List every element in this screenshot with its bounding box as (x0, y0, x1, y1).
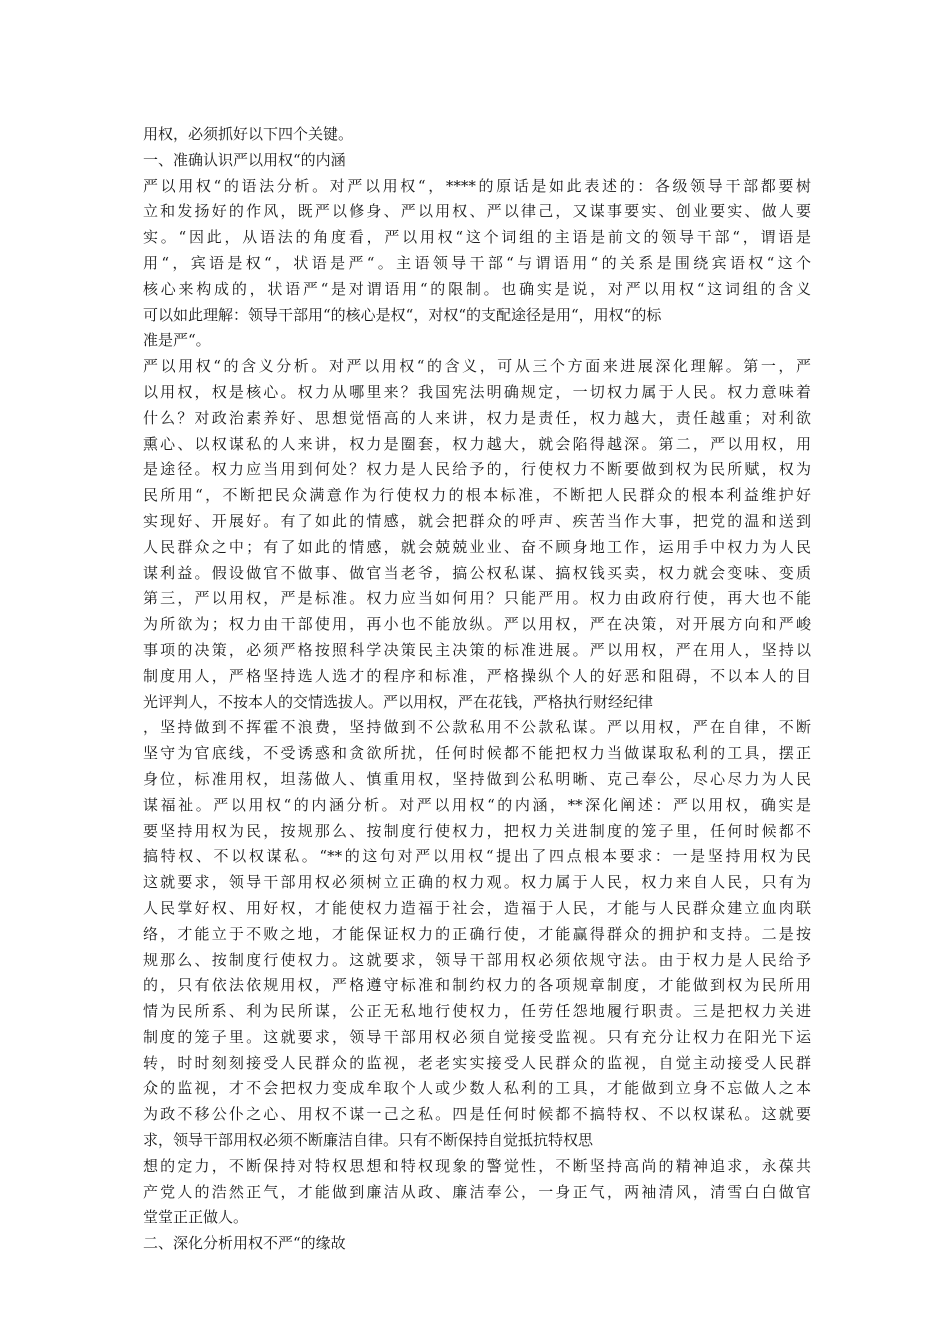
paragraph-line: 是途径。权力应当用到何处？权力是人民给予的，行使权力不断要做到权为民所赋，权为 (143, 460, 811, 479)
paragraph-line: 可以如此理解：领导干部用“的核心是权“，对权“的支配途径是用“，用权“的标 (143, 305, 662, 324)
paragraph-line: 搞特权、不以权谋私。“**的这句对严以用权“提出了四点根本要求：一是坚持用权为民 (143, 847, 811, 866)
paragraph-line: 民所用“，不断把民众满意作为行使权力的根本标准，不断把人民群众的根本利益维护好 (143, 486, 811, 505)
paragraph-line: 为政不移公仆之心、用权不谋一己之私。四是任何时候都不搞特权、不以权谋私。这就要 (143, 1105, 811, 1124)
paragraph-line: 制度的笼子里。这就要求，领导干部用权必须自觉接受监视。只有充分让权力在阳光下运 (143, 1027, 811, 1046)
paragraph-line: 络，才能立于不败之地，才能保证权力的正确行使，才能赢得群众的拥护和支持。二是按 (143, 924, 811, 943)
paragraph-line: 制度用人，严格坚持选人选才的程序和标准，严格操纵个人的好恶和阻碍，不以本人的目 (143, 666, 811, 685)
paragraph-line: 实。“因此，从语法的角度看，严以用权“这个词组的主语是前文的领导干部“，谓语是 (143, 228, 811, 247)
paragraph-line: 什么？对政治素养好、思想觉悟高的人来讲，权力是责任，权力越大，责任越重；对利欲 (143, 408, 811, 427)
paragraph-line: 求，领导干部用权必须不断廉洁自律。只有不断保持自觉抵抗特权思 (143, 1131, 594, 1150)
paragraph-line: 实现好、开展好。有了如此的情感，就会把群众的呼声、疾苦当作大事，把党的温和送到 (143, 511, 811, 530)
paragraph-line: 严以用权“的含义分析。对严以用权“的含义，可从三个方面来进展深化理解。第一，严 (143, 357, 811, 376)
paragraph-line: 立和发扬好的作风，既严以修身、严以用权、严以律己，又谋事要实、创业要实、做人要 (143, 202, 811, 221)
paragraph-line: 堂堂正正做人。 (143, 1208, 249, 1227)
section-heading: 一、准确认识严以用权“的内涵 (143, 150, 346, 169)
paragraph-line: 坚守为官底线，不受诱惑和贪欲所扰，任何时候都不能把权力当做谋取私利的工具，摆正 (143, 744, 811, 763)
paragraph-line: 人民群众之中；有了如此的情感，就会兢兢业业、奋不顾身地工作，运用手中权力为人民 (143, 537, 811, 556)
paragraph-line: 产党人的浩然正气，才能做到廉洁从政、廉洁奉公，一身正气，两袖清风，清雪白白做官 (143, 1182, 811, 1201)
paragraph-line: 严以用权“的语法分析。对严以用权“，****的原话是如此表述的：各级领导干部都要树 (143, 176, 811, 195)
paragraph-line: 用“，宾语是权“，状语是严“。主语领导干部“与谓语用“的关系是围绕宾语权“这个 (143, 253, 811, 272)
paragraph-line: 为所欲为；权力由干部使用，再小也不能放纵。严以用权，严在决策，对开展方向和严峻 (143, 615, 811, 634)
paragraph-line: 想的定力，不断保持对特权思想和特权现象的警觉性，不断坚持高尚的精神追求，永葆共 (143, 1156, 811, 1175)
paragraph-line: 人民掌好权、用好权，才能使权力造福于社会，造福于人民，才能与人民群众建立血肉联 (143, 898, 811, 917)
paragraph-line: 以用权，权是核心。权力从哪里来？我国宪法明确规定，一切权力属于人民。权力意味着 (143, 382, 811, 401)
paragraph-line: 核心来构成的，状语严“是对谓语用“的限制。也确实是说，对严以用权“这词组的含义 (143, 279, 811, 298)
section-heading: 二、深化分析用权不严“的缘故 (143, 1234, 346, 1253)
paragraph-line: 光评判人，不按本人的交情选拔人。严以用权，严在花钱，严格执行财经纪律 (143, 692, 654, 711)
paragraph-line: 谋利益。假设做官不做事、做官当老爷，搞公权私谋、搞权钱买卖，权力就会变味、变质 (143, 563, 811, 582)
paragraph-line: 情为民所系、利为民所谋，公正无私地行使权力，任劳任怨地履行职责。三是把权力关进 (143, 1002, 811, 1021)
paragraph-line: 第三，严以用权，严是标准。权力应当如何用？只能严用。权力由政府行使，再大也不能 (143, 589, 811, 608)
paragraph-line: 的，只有依法依规用权，严格遵守标准和制约权力的各项规章制度，才能做到权为民所用 (143, 976, 811, 995)
paragraph-line: 要坚持用权为民，按规那么、按制度行使权力，把权力关进制度的笼子里，任何时候都不 (143, 821, 811, 840)
paragraph-line: 事项的决策，必须严格按照科学决策民主决策的标准进展。严以用权，严在用人，坚持以 (143, 640, 811, 659)
paragraph-line: 熏心、以权谋私的人来讲，权力是圈套，权力越大，就会陷得越深。第二，严以用权，用 (143, 434, 811, 453)
paragraph-line: 用权，必须抓好以下四个关键。 (143, 125, 354, 143)
paragraph-line: 转，时时刻刻接受人民群众的监视，老老实实接受人民群众的监视，自觉主动接受人民群 (143, 1053, 811, 1072)
paragraph-line: 规那么、按制度行使权力。这就要求，领导干部用权必须依规守法。由于权力是人民给予 (143, 950, 811, 969)
document-body (143, 122, 811, 1257)
paragraph-line: 准是严“。 (143, 331, 211, 350)
paragraph-line: ，坚持做到不挥霍不浪费，坚持做到不公款私用不公款私谋。严以用权，严在自律，不断 (143, 718, 811, 737)
paragraph-line: 身位，标准用权，坦荡做人、慎重用权，坚持做到公私明晰、克己奉公，尽心尽力为人民 (143, 769, 811, 788)
paragraph-line: 众的监视，才不会把权力变成牟取个人或少数人私利的工具，才能做到立身不忘做人之本 (143, 1079, 811, 1098)
paragraph-line: 谋福祉。严以用权“的内涵分析。对严以用权“的内涵，**深化阐述：严以用权，确实是 (143, 795, 811, 814)
paragraph-line: 这就要求，领导干部用权必须树立正确的权力观。权力属于人民，权力来自人民，只有为 (143, 873, 811, 892)
